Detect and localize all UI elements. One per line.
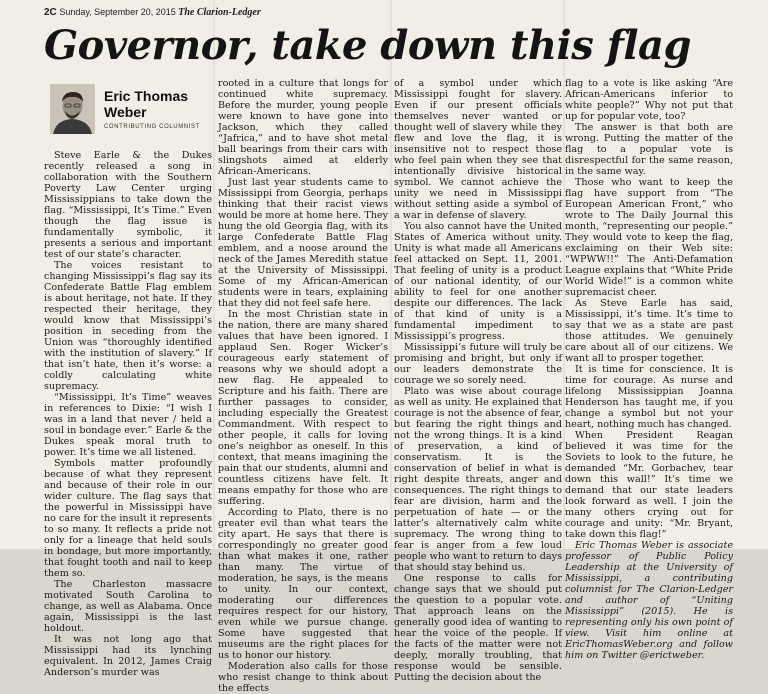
article-paragraph: Moderation also calls for those who resist change to think about the effects bbox=[218, 661, 388, 694]
article-paragraph: According to Plato, there is no greater evil than what tears the city apart. He says that there is correspondingly no greater good than what makes it one, rather than many. The virtue of moderation, he says, is the means to unity. In our context, moderating our differences requires respect for our history, even while we pursue change. Some have suggested that museums are the right places for us to honor our history. bbox=[218, 507, 388, 661]
article-paragraph: When President Reagan believed it was time for the Soviets to look to the future, he demanded “Mr. Gorbachev, tear down this wall!” It’s time we demand that our state leaders look forward as well. I join the many others crying out for courage and unity: “Mr. Bryant, take down this flag!” bbox=[565, 430, 733, 540]
article-paragraph: Steve Earle & the Dukes recently released a song in collaboration with the Southern Poverty Law Center urging Mississippians to take down the flag. “Mississippi, It’s Time.” Even though the flag issue is fundamentally symbolic, it presents a serious and important test of our state’s character. bbox=[44, 150, 212, 260]
author-role: CONTRIBUTING COLUMNIST bbox=[104, 124, 200, 130]
article-paragraph: Eric Thomas Weber is associate professor of Public Policy Leadership at the University of Mississippi, a contributing columnist for The Clarion-Ledger and author of “Uniting Mississippi” (2015). He is representing only his own point of view. Visit him online at EricThomasWeber.org and follow him on Twitter @erictweber. bbox=[565, 540, 733, 661]
masthead bbox=[44, 7, 744, 18]
article-paragraph: The voices resistant to changing Mississippi’s flag say its Confederate Battle Flag emblem is about heritage, not hate. If they respected their heritage, they would know that Mississippi’s position in seceding from the Union was “thoroughly identified with the institution of slavery.” If that isn’t hate, then it’s worse: a coldly calculating white supremacy. bbox=[44, 260, 212, 392]
newspaper-name: The Clarion-Ledger bbox=[178, 7, 261, 18]
article-paragraph: Those who want to keep the flag have support from “The European American Front,” who wrote to The Daily Journal this month, “representing our people.” They would vote to keep the flag, exclaiming on their Web site: “WPWW!!” The Anti-Defamation League explains that “White Pride World Wide!” is a common white supremacist cheer. bbox=[565, 177, 733, 298]
article-paragraph: The answer is that both are wrong. Putting the matter of the flag to a popular vote is disrespectful for the same reason, in the same way. bbox=[565, 122, 733, 177]
article-paragraph: Just last year students came to Mississippi from Georgia, perhaps thinking that their racist views would be more at home here. They hung the old Georgia flag, with its large Confederate Battle Flag emblem, and a noose around the neck of the James Meredith statue at the University of Mississippi. Some of my African-American students were in tears, explaining that they did not feel safe here. bbox=[218, 177, 388, 309]
article-paragraph: As Steve Earle has said, Mississippi, it’s time. It’s time to say that we as a state are past those attitudes. We genuinely care about all of our citizens. We want all to prosper together. bbox=[565, 298, 733, 364]
article-paragraph: Symbols matter profoundly because of what they represent and because of their role in our wider culture. The flag says that the powerful in Mississippi have no care for the insult it represents to so many. It reflects a pride not only for a lineage that held souls in bondage, but more importantly, that fought tooth and nail to keep them so. bbox=[44, 458, 212, 579]
article-paragraph: “Mississippi, It’s Time” weaves in references to Dixie: “I wish I was in a land that never / held a soul in bondage ever.” Earle & the Dukes speak moral truth to power. It’s time we all listened. bbox=[44, 392, 212, 458]
column-gutter bbox=[390, 0, 392, 549]
article-paragraph: In the most Christian state in the nation, there are many shared values that have been ignored. I applaud Sen. Roger Wicker’s courageous early statement of reasons why we should adopt a new flag. He appealed to Scripture and his faith. There are further passages to consider, including especially the Greatest Commandment. With respect to other people, it calls for loving one’s neighbor as oneself. In this context, that means imagining the pain that our students, alumni and countless citizens have felt. It means empathy for those who are suffering. bbox=[218, 309, 388, 507]
article-paragraph: The Charleston massacre motivated South Carolina to change, as well as Alabama. Once again, Mississippi is the last holdout. bbox=[44, 579, 212, 634]
article-paragraph: You also cannot have the United States of America without unity. Unity is what made all Americans feel attacked on Sept. 11, 2001. That feeling of unity is a product of our national identity, of our ability to feel for one another despite our differences. The lack of that kind of unity is a fundamental impediment to Mississippi’s progress. bbox=[394, 221, 562, 342]
article-paragraph: It was not long ago that Mississippi had its lynching equivalent. In 2012, James Craig Anderson’s murder was bbox=[44, 634, 212, 678]
author-photo bbox=[50, 84, 95, 134]
byline bbox=[104, 88, 204, 130]
article-column-4 bbox=[565, 78, 733, 661]
article-paragraph: Mississippi’s future will truly be promising and bright, but only if our leaders demonstrate the courage we so sorely need. bbox=[394, 342, 562, 386]
article-column-3 bbox=[394, 78, 562, 683]
author-name-first: Eric Thomas bbox=[104, 88, 189, 104]
column-gutter bbox=[213, 0, 215, 549]
author-name-last: Weber bbox=[104, 104, 147, 120]
article-paragraph: rooted in a culture that longs for continued white supremacy. Before the murder, young people were known to have gone into Jackson, which they called “Jafrica,” and to have shot metal ball bearings from their cars with slingshots aimed at elderly African-Americans. bbox=[218, 78, 388, 177]
article-column-2 bbox=[218, 78, 388, 694]
issue-date: Sunday, September 20, 2015 bbox=[59, 7, 176, 17]
article-paragraph: flag to a vote is like asking “Are African-Americans inferior to white people?” Why not put that up for popular vote, too? bbox=[565, 78, 733, 122]
article-column-1 bbox=[44, 150, 212, 678]
article-paragraph: Plato was wise about courage as well as unity. He explained that courage is not the absence of fear, but fearing the right things and not the wrong things. It is a kind of preservation, a kind of conservatism. It is the conservation of belief in what is right despite threats, anger and consequences. The right things to fear are division, harm and the perpetuation of hate — or the latter’s alternatively calm white supremacy. The wrong thing to fear is anger from a few loud people who want to return to days that should stay behind us. bbox=[394, 386, 562, 573]
article-paragraph: of a symbol under which Mississippi fought for slavery. Even if our present officials themselves never wanted or thought well of slavery while they flew and love the flag, it is insensitive not to respect those who feel pain when they see that intentionally divisive historical symbol. We cannot achieve the unity we need in Mississippi without setting aside a symbol of a war in defense of slavery. bbox=[394, 78, 562, 221]
article-paragraph: One response to calls for change says that we should put the question to a popular vote. That approach leans on the generally good idea of wanting to hear the voice of the people. If the facts of the matter were not deeply, morally troubling, that response would be sensible. Putting the decision about the bbox=[394, 573, 562, 683]
headline: Governor, take down this flag bbox=[44, 22, 691, 69]
article-paragraph: It is time for conscience. It is time for courage. As nurse and lifelong Mississippian Joanna Henderson has taught me, if you change a symbol but not your heart, nothing much has changed. bbox=[565, 364, 733, 430]
page-number: 2C bbox=[44, 7, 57, 18]
